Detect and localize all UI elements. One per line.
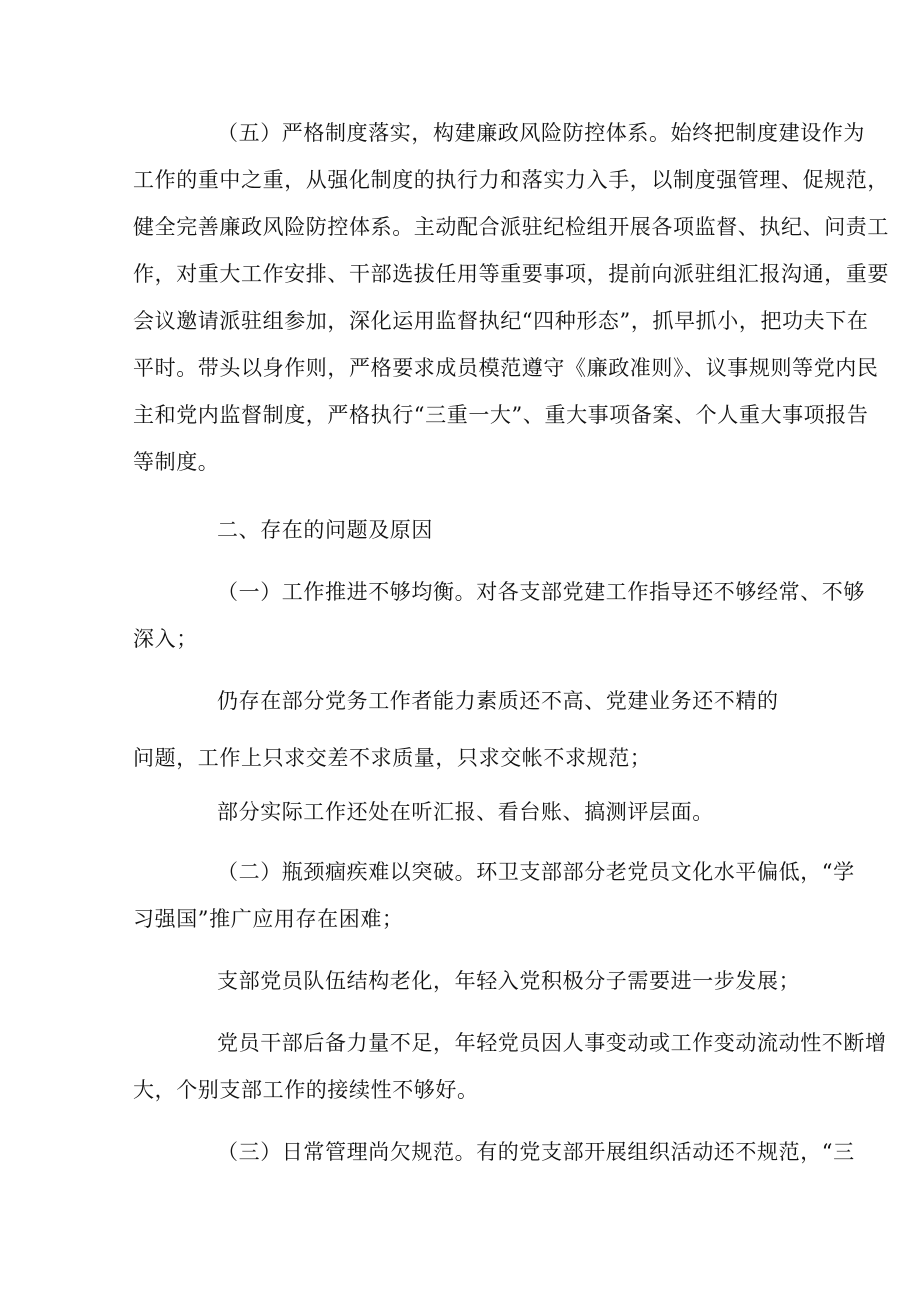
section-2-heading: 二、存在的问题及原因	[217, 518, 433, 542]
item-2-p2: 支部党员队伍结构老化，年轻入党积极分子需要进一步发展；	[217, 969, 801, 993]
paragraph-5-line-5: 会议邀请派驻组参加，深化运用监督执纪“四种形态”，抓早抓小，把功夫下在	[133, 309, 869, 333]
item-1-p2-line-2: 问题，工作上只求交差不求质量，只求交帐不求规范；	[133, 746, 652, 770]
paragraph-5-line-6: 平时。带头以身作则，严格要求成员模范遵守《廉政准则》、议事规则等党内民	[133, 356, 879, 380]
item-1-line-2: 深入；	[133, 627, 198, 651]
paragraph-5-line-2: 工作的重中之重，从强化制度的执行力和落实力入手，以制度强管理、促规范，	[133, 168, 889, 192]
item-2-p3-line-1: 党员干部后备力量不足，年轻党员因人事变动或工作变动流动性不断增	[217, 1031, 887, 1055]
item-1-p2-line-1: 仍存在部分党务工作者能力素质还不高、党建业务还不精的	[217, 689, 779, 713]
item-2-line-1: （二）瓶颈痼疾难以突破。环卫支部部分老党员文化水平偏低，“学	[217, 860, 855, 884]
item-1-p3: 部分实际工作还处在听汇报、看台账、搞测评层面。	[217, 800, 714, 824]
paragraph-5-line-1: （五）严格制度落实，构建廉政风险防控体系。始终把制度建设作为	[217, 121, 865, 145]
item-2-line-2: 习强国”推广应用存在困难；	[133, 907, 404, 931]
paragraph-5-line-4: 作，对重大工作安排、干部选拔任用等重要事项，提前向派驻组汇报沟通，重要	[133, 262, 889, 286]
paragraph-5-line-3: 健全完善廉政风险防控体系。主动配合派驻纪检组开展各项监督、执纪、问责工	[133, 215, 889, 239]
item-3-line-1: （三）日常管理尚欠规范。有的党支部开展组织活动还不规范，“三	[217, 1140, 855, 1164]
paragraph-5-line-7: 主和党内监督制度，严格执行“三重一大”、重大事项备案、个人重大事项报告	[133, 403, 869, 427]
item-1-line-1: （一）工作推进不够均衡。对各支部党建工作指导还不够经常、不够	[217, 580, 865, 604]
paragraph-5-line-8: 等制度。	[133, 450, 220, 474]
item-2-p3-line-2: 大，个别支部工作的接续性不够好。	[133, 1078, 479, 1102]
